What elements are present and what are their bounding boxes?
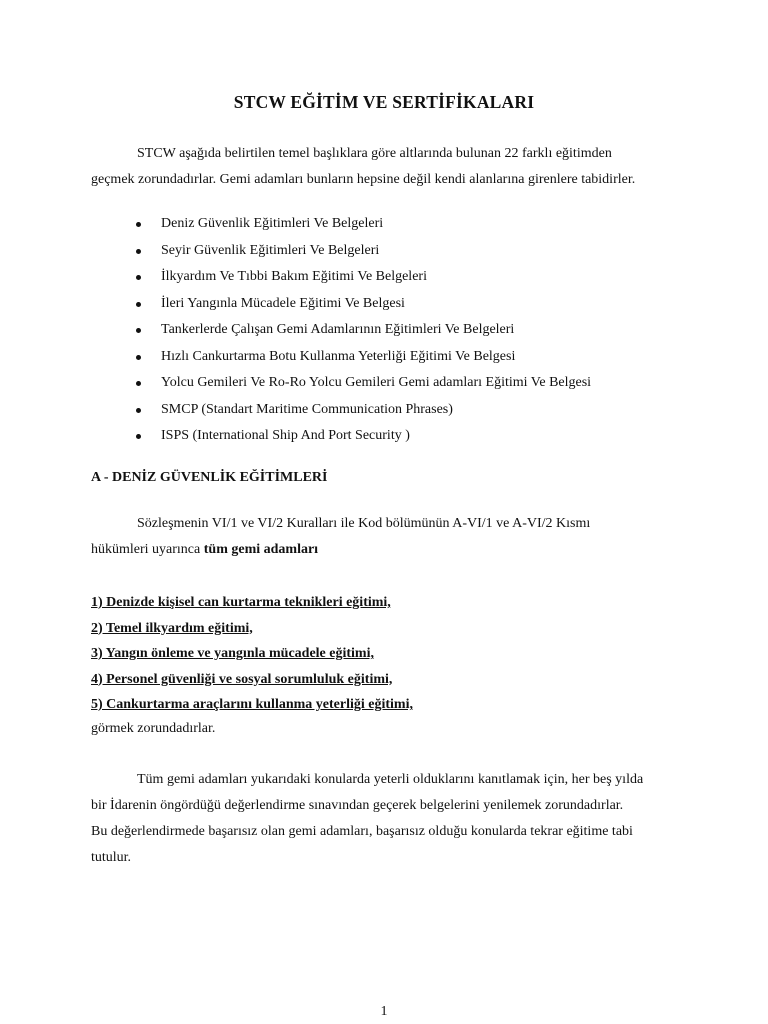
section-a-line-2-prefix: hükümleri uyarınca — [91, 542, 204, 557]
bullet-item — [136, 238, 591, 265]
closing-line-1: Tüm gemi adamları yukarıdaki konularda yeterli olduklarını kanıtlamak için, her beş yılda — [137, 772, 644, 787]
bullet-text: ISPS (International Ship And Port Security ) — [161, 428, 410, 443]
page-title: STCW EĞİTİM VE SERTİFİKALARI — [233, 92, 535, 112]
training-item: 1) Denizde kişisel can kurtarma teknikleri eğitimi, — [91, 595, 391, 610]
bullet-icon — [136, 249, 141, 254]
page-number: 1 — [380, 1004, 388, 1019]
training-item: 3) Yangın önleme ve yangınla mücadele eğitimi, — [91, 646, 374, 661]
section-a-line-2 — [91, 537, 677, 563]
bullet-text: İlkyardım Ve Tıbbi Bakım Eğitimi Ve Belgeleri — [161, 269, 427, 284]
closing-line-4: tutulur. — [91, 850, 132, 865]
training-list — [91, 590, 413, 718]
bullet-text: Tankerlerde Çalışan Gemi Adamlarının Eğitimleri Ve Belgeleri — [161, 322, 515, 337]
bullet-item — [136, 370, 591, 397]
bullet-item — [136, 211, 591, 238]
bullet-icon — [136, 355, 141, 360]
bullet-text: Seyir Güvenlik Eğitimleri Ve Belgeleri — [161, 242, 380, 258]
section-a-paragraph — [91, 511, 677, 563]
after-list-text: görmek zorundadırlar. — [91, 721, 216, 736]
bullet-text: SMCP (Standart Maritime Communication Phrases) — [161, 401, 453, 417]
training-item: 4) Personel güvenliği ve sosyal sorumluluk eğitimi, — [91, 671, 393, 687]
bullet-icon — [136, 408, 141, 413]
section-a-line-1: Sözleşmenin VI/1 ve VI/2 Kuralları ile Kod bölümünün A-VI/1 ve A-VI/2 Kısmı — [137, 516, 591, 531]
intro-line-2: geçmek zorundadırlar. Gemi adamları bunların hepsine değil kendi alanlarına girenlere tabidirler. — [91, 172, 636, 187]
bullet-text: Yolcu Gemileri Ve Ro-Ro Yolcu Gemileri Gemi adamları Eğitimi Ve Belgesi — [161, 375, 592, 390]
bullet-icon — [136, 275, 141, 280]
bullet-item — [136, 344, 591, 371]
closing-paragraph — [91, 767, 677, 871]
bullet-item — [136, 264, 591, 291]
closing-line-3: Bu değerlendirmede başarısız olan gemi adamları, başarısız olduğu konularda tekrar eğitime tabi — [91, 824, 633, 839]
bullet-icon — [136, 381, 141, 386]
bullet-item — [136, 291, 591, 318]
bullet-icon — [136, 302, 141, 307]
bullet-icon — [136, 328, 141, 333]
bullet-text: Deniz Güvenlik Eğitimleri Ve Belgeleri — [161, 216, 384, 231]
section-a-line-2-bold: tüm gemi adamları — [203, 542, 319, 557]
intro-line-1: STCW aşağıda belirtilen temel başlıklara göre altlarında bulunan 22 farklı eğitimden — [137, 146, 612, 161]
bullet-item — [136, 423, 591, 450]
bullet-icon — [136, 222, 141, 227]
category-bullet-list — [136, 211, 591, 450]
bullet-text: Hızlı Cankurtarma Botu Kullanma Yeterliği Eğitimi Ve Belgesi — [161, 348, 516, 364]
section-heading: A - DENİZ GÜVENLİK EĞİTİMLERİ — [91, 470, 328, 485]
intro-paragraph — [91, 141, 677, 193]
closing-line-2: bir İdarenin öngördüğü değerlendirme sınavından geçerek belgelerini yenilemek zorundadırlar. — [91, 798, 624, 813]
bullet-item — [136, 317, 591, 344]
training-item: 2) Temel ilkyardım eğitimi, — [91, 620, 253, 636]
bullet-icon — [136, 434, 141, 439]
training-item: 5) Cankurtarma araçlarını kullanma yeterliği eğitimi, — [91, 697, 413, 712]
bullet-item — [136, 397, 591, 424]
bullet-text: İleri Yangınla Mücadele Eğitimi Ve Belgesi — [161, 295, 405, 311]
